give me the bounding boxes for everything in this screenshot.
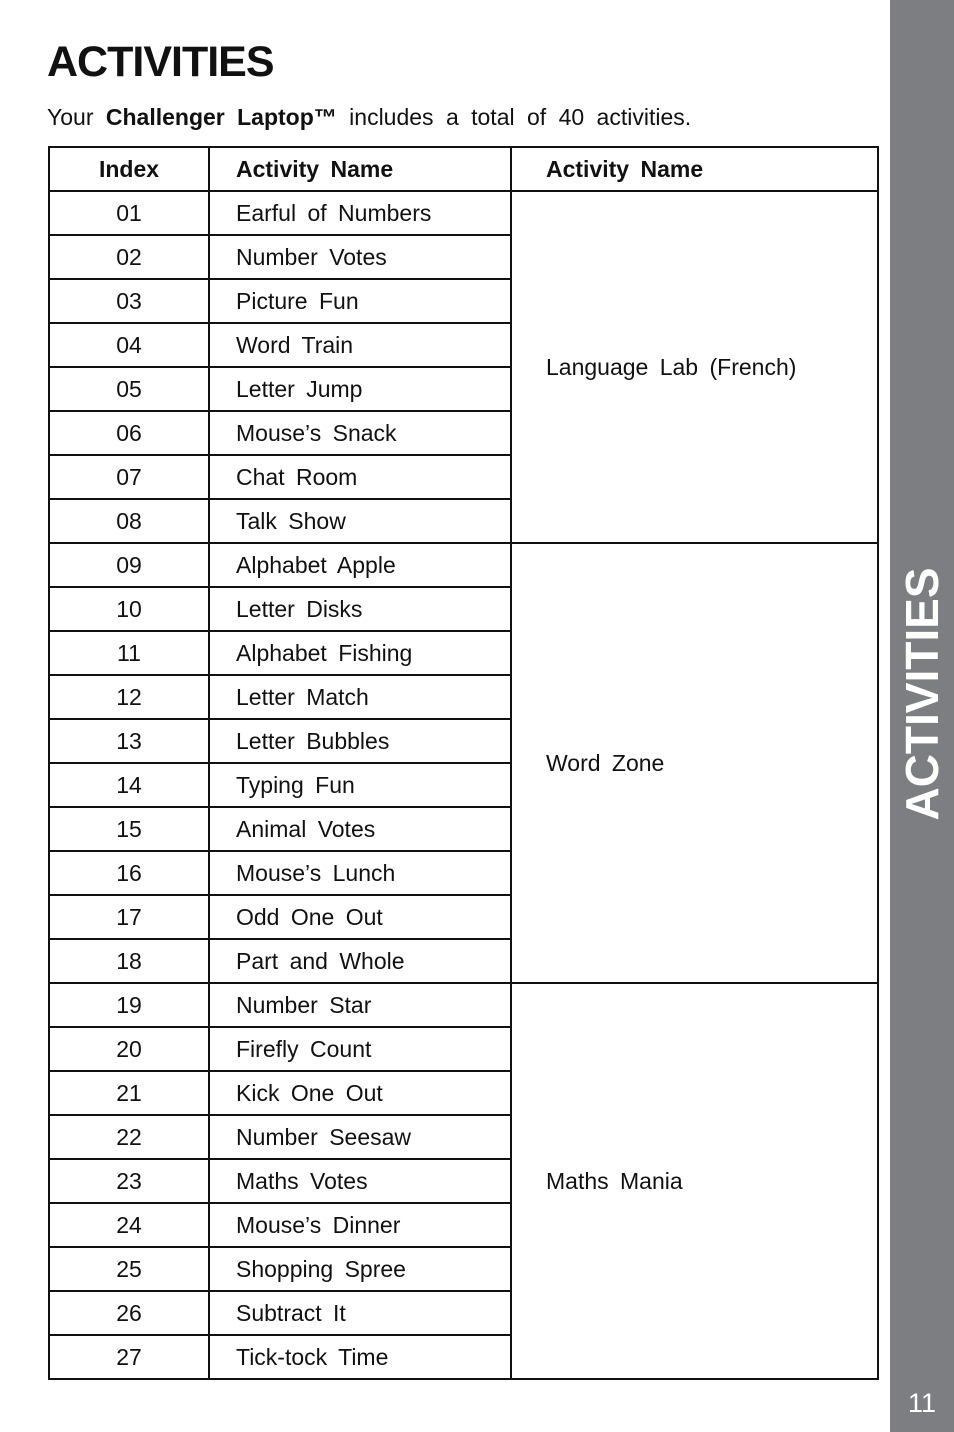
table-row bbox=[49, 983, 878, 1027]
row-index: 12 bbox=[49, 675, 209, 719]
row-index: 01 bbox=[49, 191, 209, 235]
row-activity-name: Shopping Spree bbox=[209, 1247, 511, 1291]
row-index: 08 bbox=[49, 499, 209, 543]
intro-prefix: Your bbox=[47, 104, 94, 130]
activities-table bbox=[48, 146, 879, 1380]
row-activity-name: Mouse’s Snack bbox=[209, 411, 511, 455]
row-activity-name: Letter Bubbles bbox=[209, 719, 511, 763]
row-activity-name: Letter Disks bbox=[209, 587, 511, 631]
row-index: 15 bbox=[49, 807, 209, 851]
header-category-name: Activity Name bbox=[511, 147, 878, 191]
intro-product-name: Challenger Laptop™ bbox=[105, 104, 337, 130]
table-header-row bbox=[49, 147, 878, 191]
intro-text bbox=[47, 104, 691, 131]
row-activity-name: Tick-tock Time bbox=[209, 1335, 511, 1379]
row-index: 23 bbox=[49, 1159, 209, 1203]
row-index: 14 bbox=[49, 763, 209, 807]
row-activity-name: Talk Show bbox=[209, 499, 511, 543]
row-index: 24 bbox=[49, 1203, 209, 1247]
row-activity-name: Firefly Count bbox=[209, 1027, 511, 1071]
row-index: 26 bbox=[49, 1291, 209, 1335]
page-title: ACTIVITIES bbox=[47, 38, 274, 86]
row-index: 22 bbox=[49, 1115, 209, 1159]
row-activity-name: Number Votes bbox=[209, 235, 511, 279]
row-index: 02 bbox=[49, 235, 209, 279]
row-activity-name: Picture Fun bbox=[209, 279, 511, 323]
row-activity-name: Alphabet Fishing bbox=[209, 631, 511, 675]
row-activity-name: Subtract It bbox=[209, 1291, 511, 1335]
row-index: 27 bbox=[49, 1335, 209, 1379]
table-body bbox=[49, 191, 878, 1379]
row-activity-name: Kick One Out bbox=[209, 1071, 511, 1115]
row-index: 25 bbox=[49, 1247, 209, 1291]
row-activity-name: Earful of Numbers bbox=[209, 191, 511, 235]
row-index: 17 bbox=[49, 895, 209, 939]
row-activity-name: Part and Whole bbox=[209, 939, 511, 983]
table-row bbox=[49, 191, 878, 235]
row-activity-name: Number Seesaw bbox=[209, 1115, 511, 1159]
header-index: Index bbox=[49, 147, 209, 191]
row-activity-name: Word Train bbox=[209, 323, 511, 367]
row-activity-name: Number Star bbox=[209, 983, 511, 1027]
row-index: 03 bbox=[49, 279, 209, 323]
row-index: 18 bbox=[49, 939, 209, 983]
page-number: 11 bbox=[907, 1388, 937, 1418]
intro-suffix: includes a total of 40 activities. bbox=[349, 104, 692, 130]
row-activity-name: Odd One Out bbox=[209, 895, 511, 939]
row-index: 09 bbox=[49, 543, 209, 587]
row-index: 16 bbox=[49, 851, 209, 895]
row-activity-name: Mouse’s Dinner bbox=[209, 1203, 511, 1247]
row-index: 10 bbox=[49, 587, 209, 631]
row-index: 19 bbox=[49, 983, 209, 1027]
row-index: 04 bbox=[49, 323, 209, 367]
header-activity-name: Activity Name bbox=[209, 147, 511, 191]
row-index: 20 bbox=[49, 1027, 209, 1071]
row-activity-name: Typing Fun bbox=[209, 763, 511, 807]
category-name: Maths Mania bbox=[511, 983, 878, 1379]
row-activity-name: Letter Match bbox=[209, 675, 511, 719]
row-activity-name: Mouse’s Lunch bbox=[209, 851, 511, 895]
row-activity-name: Alphabet Apple bbox=[209, 543, 511, 587]
row-index: 07 bbox=[49, 455, 209, 499]
category-name: Word Zone bbox=[511, 543, 878, 983]
row-index: 05 bbox=[49, 367, 209, 411]
row-index: 06 bbox=[49, 411, 209, 455]
side-section-title: ACTIVITIES bbox=[896, 567, 948, 821]
row-index: 21 bbox=[49, 1071, 209, 1115]
row-activity-name: Chat Room bbox=[209, 455, 511, 499]
table-row bbox=[49, 543, 878, 587]
row-activity-name: Maths Votes bbox=[209, 1159, 511, 1203]
row-activity-name: Letter Jump bbox=[209, 367, 511, 411]
row-activity-name: Animal Votes bbox=[209, 807, 511, 851]
category-name: Language Lab (French) bbox=[511, 191, 878, 543]
row-index: 13 bbox=[49, 719, 209, 763]
row-index: 11 bbox=[49, 631, 209, 675]
